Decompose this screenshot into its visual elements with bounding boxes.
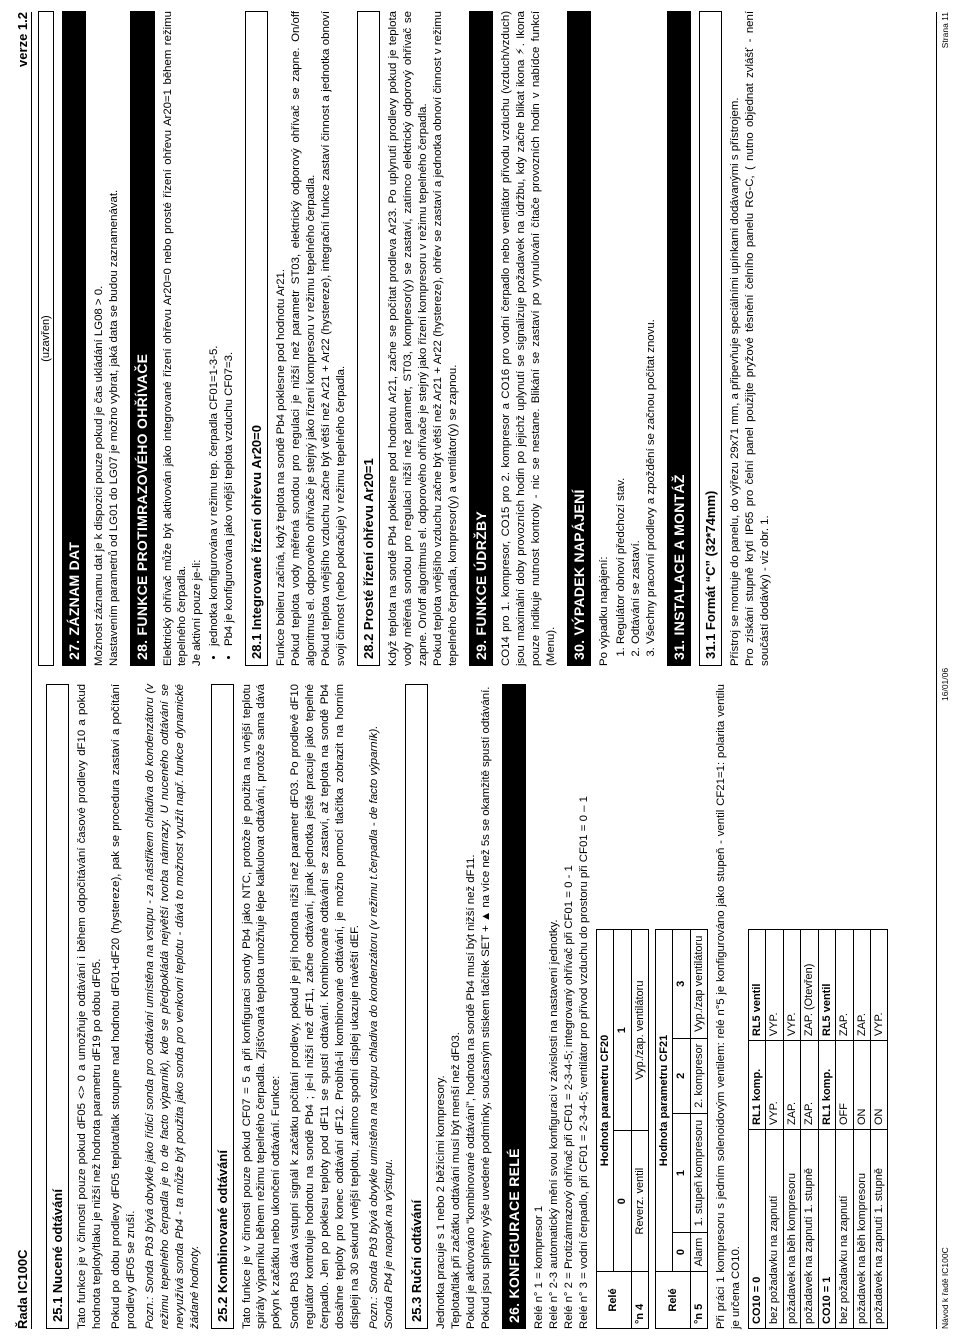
co10-cell: požadavek na běh kompresoru: [853, 1130, 870, 1329]
s31-paragraph-1: Přístroj se montuje do panelu, do výřezu 29x71 mm, a připevňuje speciálními upínkami dodávanými s přístrojem.: [729, 97, 742, 666]
s25-2-paragraph-1: Tato funkce je v činnosti pouze pokud CF07 = 5 a při konfiguraci sondy Pb4 jako NTC, protože je použita na vnější teplotu spirály výparníku během režimu tepelného čerpadla. Zjišťovaná teplota umožňuje lépe kalkulovat odtávání, protože sama dává pokyn k začátku nebo ukončení odtávání. Funkce:: [240, 684, 283, 1329]
s26-line-3: Relé n° 2 = Protizámrazový ohřívač při CF01 = 2-3-4-5; integrovaný ohřívač při CF01 = 0 - 1: [562, 865, 575, 1329]
co10-cell: VYP.: [766, 1041, 783, 1130]
section-28-title: 28. FUNKCE PROTIMRAZOVÉHO OHŘÍVAČE: [130, 11, 154, 666]
co10-cell: ZAP.: [783, 1041, 800, 1130]
co10-cell: požadavek na zapnutí 1. stupně: [801, 1130, 818, 1329]
cf20-value-1: Vyp./zap. ventilátoru: [631, 930, 648, 1131]
footer-page-number: Strana 11: [940, 12, 950, 49]
section-31-title: 31. INSTALACE A MONTÁŽ: [667, 11, 691, 666]
co10-cell: ZAP.: [801, 1041, 818, 1130]
s25-3-line-3: Pokud je aktivováno "kombinované odtávání", hodnota na sondě Pb4 musí být nižší než dF11.: [464, 854, 477, 1329]
cf21-value-3: Vyp./zap ventilátoru: [690, 930, 707, 1039]
s28-1-paragraph-3: Pokud teplota vnějšího vzduchu začne být větší než Ar21 + Ar22 (hystereze), integrační funkce zastaví činnost a jednotka obnoví svoji činnost (nebo pokračuje) v režimu tepelného čerpadla.: [320, 11, 347, 666]
cf21-value-0: Alarm: [690, 1233, 707, 1272]
s25-3-line-2: Teplota/tlak při začátku odtávání musí být menší než dF03.: [449, 1032, 462, 1329]
cf20-header-title: Hodnota parametru CF20: [596, 930, 613, 1272]
s25-2-paragraph-2: Sonda Pb3 dává vstupní signál k začátku počítání prodlevy, pokud je její hodnota nižší než parametr dF03. Po prodlevě dF10 regulátor kontroluje hodnotu na sondě Pb4 ; je-li nižší než dF11, začne odtávání, jinak jednotka ještě pracuje jako tepelné čerpadlo. Jen po poklesu teploty pod dF11 se spustí odtávání. Kombinované odtávání se zastaví, až teplota na sondě Pb4 dosáhne teploty pro konec odtávání dF12. Probíhá-li kombinované odtávání, je možno pomocí tlačítka zobrazit na horním displeji na 30 sekund vnější teplotu, zatímco spodní displej ukazuje návěští dEF.: [289, 684, 362, 1329]
section-25-1-title: 25.1 Nucené odtávání: [46, 684, 69, 1329]
s26-line-2: Relé n° 2-3 automatický mění svou konfiguraci v závislosti na nastavení jednotky.: [547, 919, 560, 1329]
header-version: verze 1.2: [15, 12, 30, 67]
co10-cell: bez požadavku na zapnutí: [836, 1130, 853, 1329]
left-column: [38, 684, 894, 1329]
cf21-col-1: 1: [673, 1114, 690, 1233]
right-column: [38, 11, 777, 666]
co10-cell: RL1 komp.: [818, 1041, 835, 1130]
cf21-row-label: °n 5: [690, 1272, 707, 1329]
co10-table-row: [836, 930, 853, 1329]
co10-cell: ZAP.: [836, 930, 853, 1041]
s28-1-paragraph-2: Pokud teplota vody měřená sondou pro regulaci je nižší než parametr ST03, elektrický odporový ohřívač se zapne. On/off algoritmus el. odporového ohřívače je stejný jako řízení kompresoru v režimu tepelného čerpadla.: [290, 11, 318, 666]
co10-cell: CO10 = 1: [818, 1130, 835, 1329]
s25-2-note: Pozn.: Sonda Pb3 bývá obvykle umístěna na vstupu chladiva do kondenzátoru (v režimu t.čerpadla - de facto výparník).: [368, 725, 381, 1329]
s25-3-line-4: Pokud jsou splněny výše uvedené podmínky, současným stiskem tlačítek SET + ▲ na více než 5s se okamžitě spustí odtávání.: [479, 686, 492, 1329]
co10-cell: ON: [853, 1041, 870, 1130]
co10-table-row: [766, 930, 783, 1329]
s29-paragraph-1: CO14 pro 1. kompresor, CO15 pro 2. kompresor a CO16 pro vodní čerpadlo nebo ventilátor přívodu vzduchu (vzduch/vzduch) jsou maximální doby provozních hodin po jejichž uplynutí se signalizuje požadavek na údržbu, kdy začne blikat ikona ⚡. Ikona pouze indikuje nutnost kontroly - nic se nestane. Blikání se zastaví po vynulování čítače provozních hodin v nabídce funkcí (Menu).: [499, 11, 557, 666]
co10-cell: RL1 komp.: [749, 1041, 766, 1130]
section-25-2-title: 25.2 Kombinované odtávání: [211, 684, 234, 1329]
cf21-col-2: 2: [673, 1038, 690, 1114]
co10-table-row: [853, 930, 870, 1329]
cf21-col-0: 0: [673, 1233, 690, 1272]
co10-cell: ZAP. (Otevřen): [801, 930, 818, 1041]
co10-cell: požadavek na zapnutí 1. stupně: [870, 1130, 887, 1329]
cf20-col-0: 0: [614, 1131, 631, 1272]
s28-2-paragraph-1: Když teplota na sondě Pb4 poklesne pod hodnotu Ar21, začne se počítat prodleva Ar23. Po uplynutí prodlevy pokud je teplota vody měřená sondou pro regulaci nižší než parametr, ST03, kompresor(y) se zastaví, zatímco elektrický odporový ohřívač se zapne. On/off algoritmus el. odporového ohřívače je stejný jako řízení kompresoru v režimu tepelného čerpadla.: [386, 11, 429, 666]
co10-cell: RL5 ventil: [749, 930, 766, 1041]
s30-step-3: 3. Všechny pracovní prodlevy a zpoždění se začnou počítat znovu.: [644, 11, 659, 644]
co10-table-row: [870, 930, 887, 1329]
co10-cell: VYP.: [783, 930, 800, 1041]
co10-cell: RL5 ventil: [818, 930, 835, 1041]
cf21-value-1: 1. stupeň kompresoru: [690, 1114, 707, 1233]
s26-paragraph-after: Při práci 1 kompresoru s jedním solenoidovým ventilem: relé n°5 je konfigurováno jako stupeň - ventil CF21=1: polarita ventilu je určena CO10.: [715, 684, 743, 1329]
s25-1-paragraph-1: Tato funkce je v činnosti pouze pokud dF05 <> 0 a umožňuje odtávání i během odpočítávání časové prodlevy dF10 a pokud hodnota teploty/tlaku je nižší než hodnota parametru dF19 po dobu dF05.: [76, 684, 103, 1329]
s28-conditions-list: [207, 11, 237, 666]
co10-table: [748, 929, 888, 1329]
footer-manual-name: Návod k řadě IC100C: [940, 1247, 950, 1329]
co10-table-row: [783, 930, 800, 1329]
section-28-1-title: 28.1 Integrované řízení ohřevu Ar20=0: [245, 11, 268, 666]
cf21-value-2: 2. kompresor: [690, 1038, 707, 1114]
s30-step-2: 2. Odtávání se zastaví.: [629, 11, 644, 644]
co10-cell: VYP.: [766, 930, 783, 1041]
s28-paragraph-1: Elektrický ohřívač může být aktivován jako integrované řízení ohřevu Ar20=0 nebo prosté řízení ohřevu Ar20=1 během režimu tepelného čerpadla.: [161, 11, 189, 666]
cf21-table: [655, 929, 708, 1329]
cf21-col-3: 3: [673, 930, 690, 1039]
co10-cell: VYP.: [870, 930, 887, 1041]
section-30-title: 30. VÝPADEK NAPÁJENÍ: [567, 11, 591, 666]
s30-step-1: 1. Regulátor obnoví předchozí stav.: [614, 11, 629, 644]
s30-steps-list: [614, 11, 659, 666]
header-series: Řada IC100C: [15, 1249, 30, 1329]
s28-condition-1: • jednotka konfigurována v režimu tep. čerpadla CF01=1-3-5.: [207, 11, 222, 646]
cf20-table: [596, 929, 649, 1329]
co10-cell: ZAP.: [853, 930, 870, 1041]
cf20-row-label: °n 4: [631, 1272, 648, 1329]
footer-date: 16/01/06: [940, 667, 950, 701]
co10-cell: CO10 = 0: [749, 1130, 766, 1329]
cf20-value-0: Reverz. ventil: [631, 1131, 648, 1272]
s28-2-paragraph-2: Pokud teplota vnějšího vzduchu začne být větší než Ar21 + Ar22 (hystereze), ohřev se zastaví a jednotka obnoví činnost v režimu tepelného čerpadla, kompresor(y) a ventilátor(y) se zapnou.: [431, 11, 459, 666]
footer-rule: [936, 12, 937, 1329]
s25-1-paragraph-2: Pokud po dobu prodlevy dF05 teplota/tlak stoupne nad hodnotu dF01+dF20 (hystereze), pak se procedura zastaví a počítání prodlevy dF05 se zruší.: [109, 684, 137, 1329]
co10-table-row: [818, 930, 835, 1329]
s28-condition-2: • Pb4 je konfigurována jako vnější teplota vzduchu CF07=3.: [222, 11, 237, 646]
co10-cell: požadavek na běh kompresoru: [783, 1130, 800, 1329]
co10-cell: bez požadavku na zapnutí: [766, 1130, 783, 1329]
section-26-title: 26. KONFIGURACE RELÉ: [502, 684, 526, 1329]
s26-line-1: Relé n° 1 = kompresor 1: [533, 1205, 545, 1329]
co10-table-row: [801, 930, 818, 1329]
cf21-header-title: Hodnota parametru CF21: [655, 930, 672, 1272]
co10-cell: ON: [870, 1041, 887, 1130]
section-31-1-title: 31.1 Formát “C” (32*74mm): [699, 11, 722, 666]
cf21-header-rele: Relé: [655, 1272, 690, 1329]
s28-paragraph-2: Je aktivní pouze je-li:: [191, 559, 204, 666]
cf20-col-1: 1: [614, 930, 631, 1131]
header-rule: [31, 12, 32, 1329]
s30-paragraph-1: Po výpadku napájení:: [598, 556, 611, 666]
section-28-2-title: 28.2 Prosté řízení ohřevu Ar20=1: [357, 11, 380, 666]
cf20-header-rele: Relé: [596, 1272, 631, 1329]
section-25-3-title: 25.3 Ruční odtávání: [405, 684, 428, 1329]
section-27-title: 27. ZÁZNAM DAT: [62, 11, 86, 666]
s27-line-1: Možnost záznamu dat je k dispozici pouze pokud je čas ukládání LG08 > 0.: [93, 285, 106, 666]
co10-table-row: [749, 930, 766, 1329]
s25-1-note: Pozn.: Sonda Pb3 bývá obvykle jako řídicí sonda pro odtávání umístěna na vstupu - za nástřikem chladiva do kondenzátoru (v režimu tepelného čerpadla je to de facto výparník), kde se předpokládá největší tvorba námrazy. U nuceného odtávání se nevyužívá sonda Pb4 - ta může být použita jako sonda pro venkovní teplotu - dává to možnost využít např. funkce dynamické žádané hodnoty.: [143, 684, 201, 1329]
s25-2-note-2: Sonda Pb4 je naopak na výstupu.: [382, 1158, 395, 1329]
co10-cell: OFF: [836, 1041, 853, 1130]
section-29-title: 29. FUNKCE ÚDRŽBY: [469, 11, 493, 666]
closed-label-box: (uzavřen): [38, 11, 54, 666]
s26-line-4: Relé n° 3 = vodní čerpadlo, při CF01 = 2-3-4-5; ventilátor pro přívod vzduchu do prostoru při CF01 = 0 – 1: [577, 796, 590, 1329]
s31-paragraph-2: Pro získání stupně krytí IP65 pro čelní panel použijte pryžové těsnění čelního panelu RG-C, ( nutno objednat zvlášť - není součástí dodávky) - viz obr. 1.: [744, 11, 771, 666]
s25-3-line-1: Jednotka pracuje s 1 nebo 2 běžícími kompresory.: [434, 1075, 447, 1329]
s28-1-paragraph-1: Funkce boileru začíná, když teplota na sondě Pb4 poklesne pod hodnotu Ar21.: [275, 268, 288, 666]
s27-line-2: Nastavením parametrů od LG01 do LG07 je možno vybrat, jaká data se budou zaznamenávat.: [108, 189, 121, 666]
